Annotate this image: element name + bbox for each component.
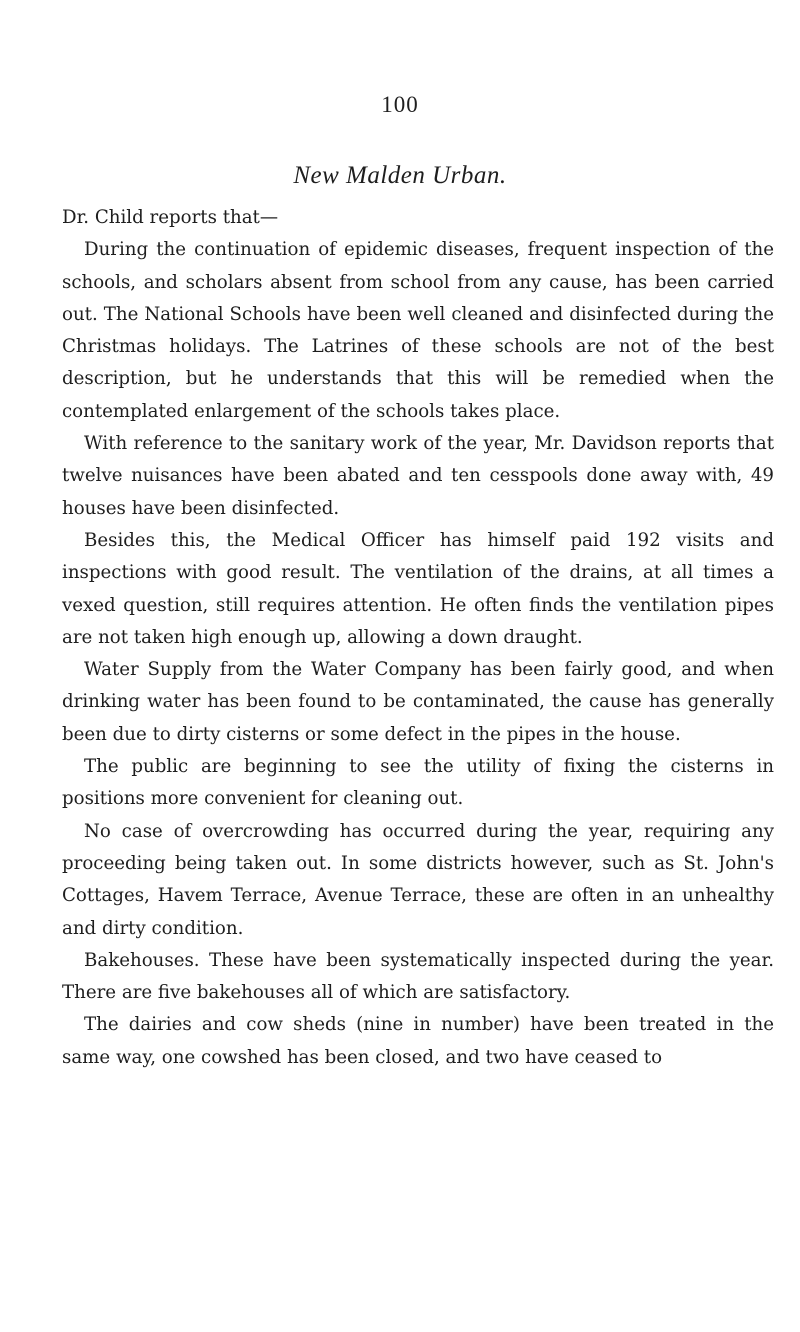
section-title: New Malden Urban. [293, 162, 507, 189]
intro-line: Dr. Child reports that— [62, 207, 279, 228]
paragraph-bakehouses: Bakehouses. These have been systematically inspected during the year. There are five bakehouses all of which are satisfactory. [62, 949, 774, 1004]
paragraph-water-supply: Water Supply from the Water Company has been fairly good, and when drinking water has been found to be contaminated, the cause has generally been due to dirty cisterns or some defect in the pipes in the house. [62, 659, 774, 745]
paragraph-medical-officer: Besides this, the Medical Officer has himself paid 192 visits and inspections with good result. The ventilation of the drains, at all times a vexed question, still requires attention. He often finds the ventilation pipes are not taken high enough up, allowing a down draught. [62, 529, 774, 648]
paragraph-sanitary-work: With reference to the sanitary work of the year, Mr. Davidson reports that twelve nuisances have been abated and ten cesspools done away with, 49 houses have been disinfected. [62, 433, 774, 519]
paragraph-overcrowding: No case of overcrowding has occurred during the year, requiring any proceeding being taken out. In some districts however, such as St. John's Cottages, Havem Terrace, Avenue Terrace, these are often in an unhealthy and dirty condition. [62, 820, 774, 939]
page-number: 100 [381, 92, 419, 117]
paragraph-dairies: The dairies and cow sheds (nine in number) have been treated in the same way, one cowshed has been closed, and two have ceased to [62, 1014, 774, 1068]
paragraph-schools: During the continuation of epidemic diseases, frequent inspection of the schools, and scholars absent from school from any cause, has been carried out. The National Schools have been well cleaned and disinfected during the Christmas holidays. The Latrines of these schools are not of the best description, but he understands that this will be remedied when the contemplated enlargement of the schools takes place. [62, 239, 774, 422]
report-body [62, 202, 774, 1074]
paragraph-cisterns: The public are beginning to see the utility of fixing the cisterns in positions more convenient for cleaning out. [62, 756, 774, 810]
